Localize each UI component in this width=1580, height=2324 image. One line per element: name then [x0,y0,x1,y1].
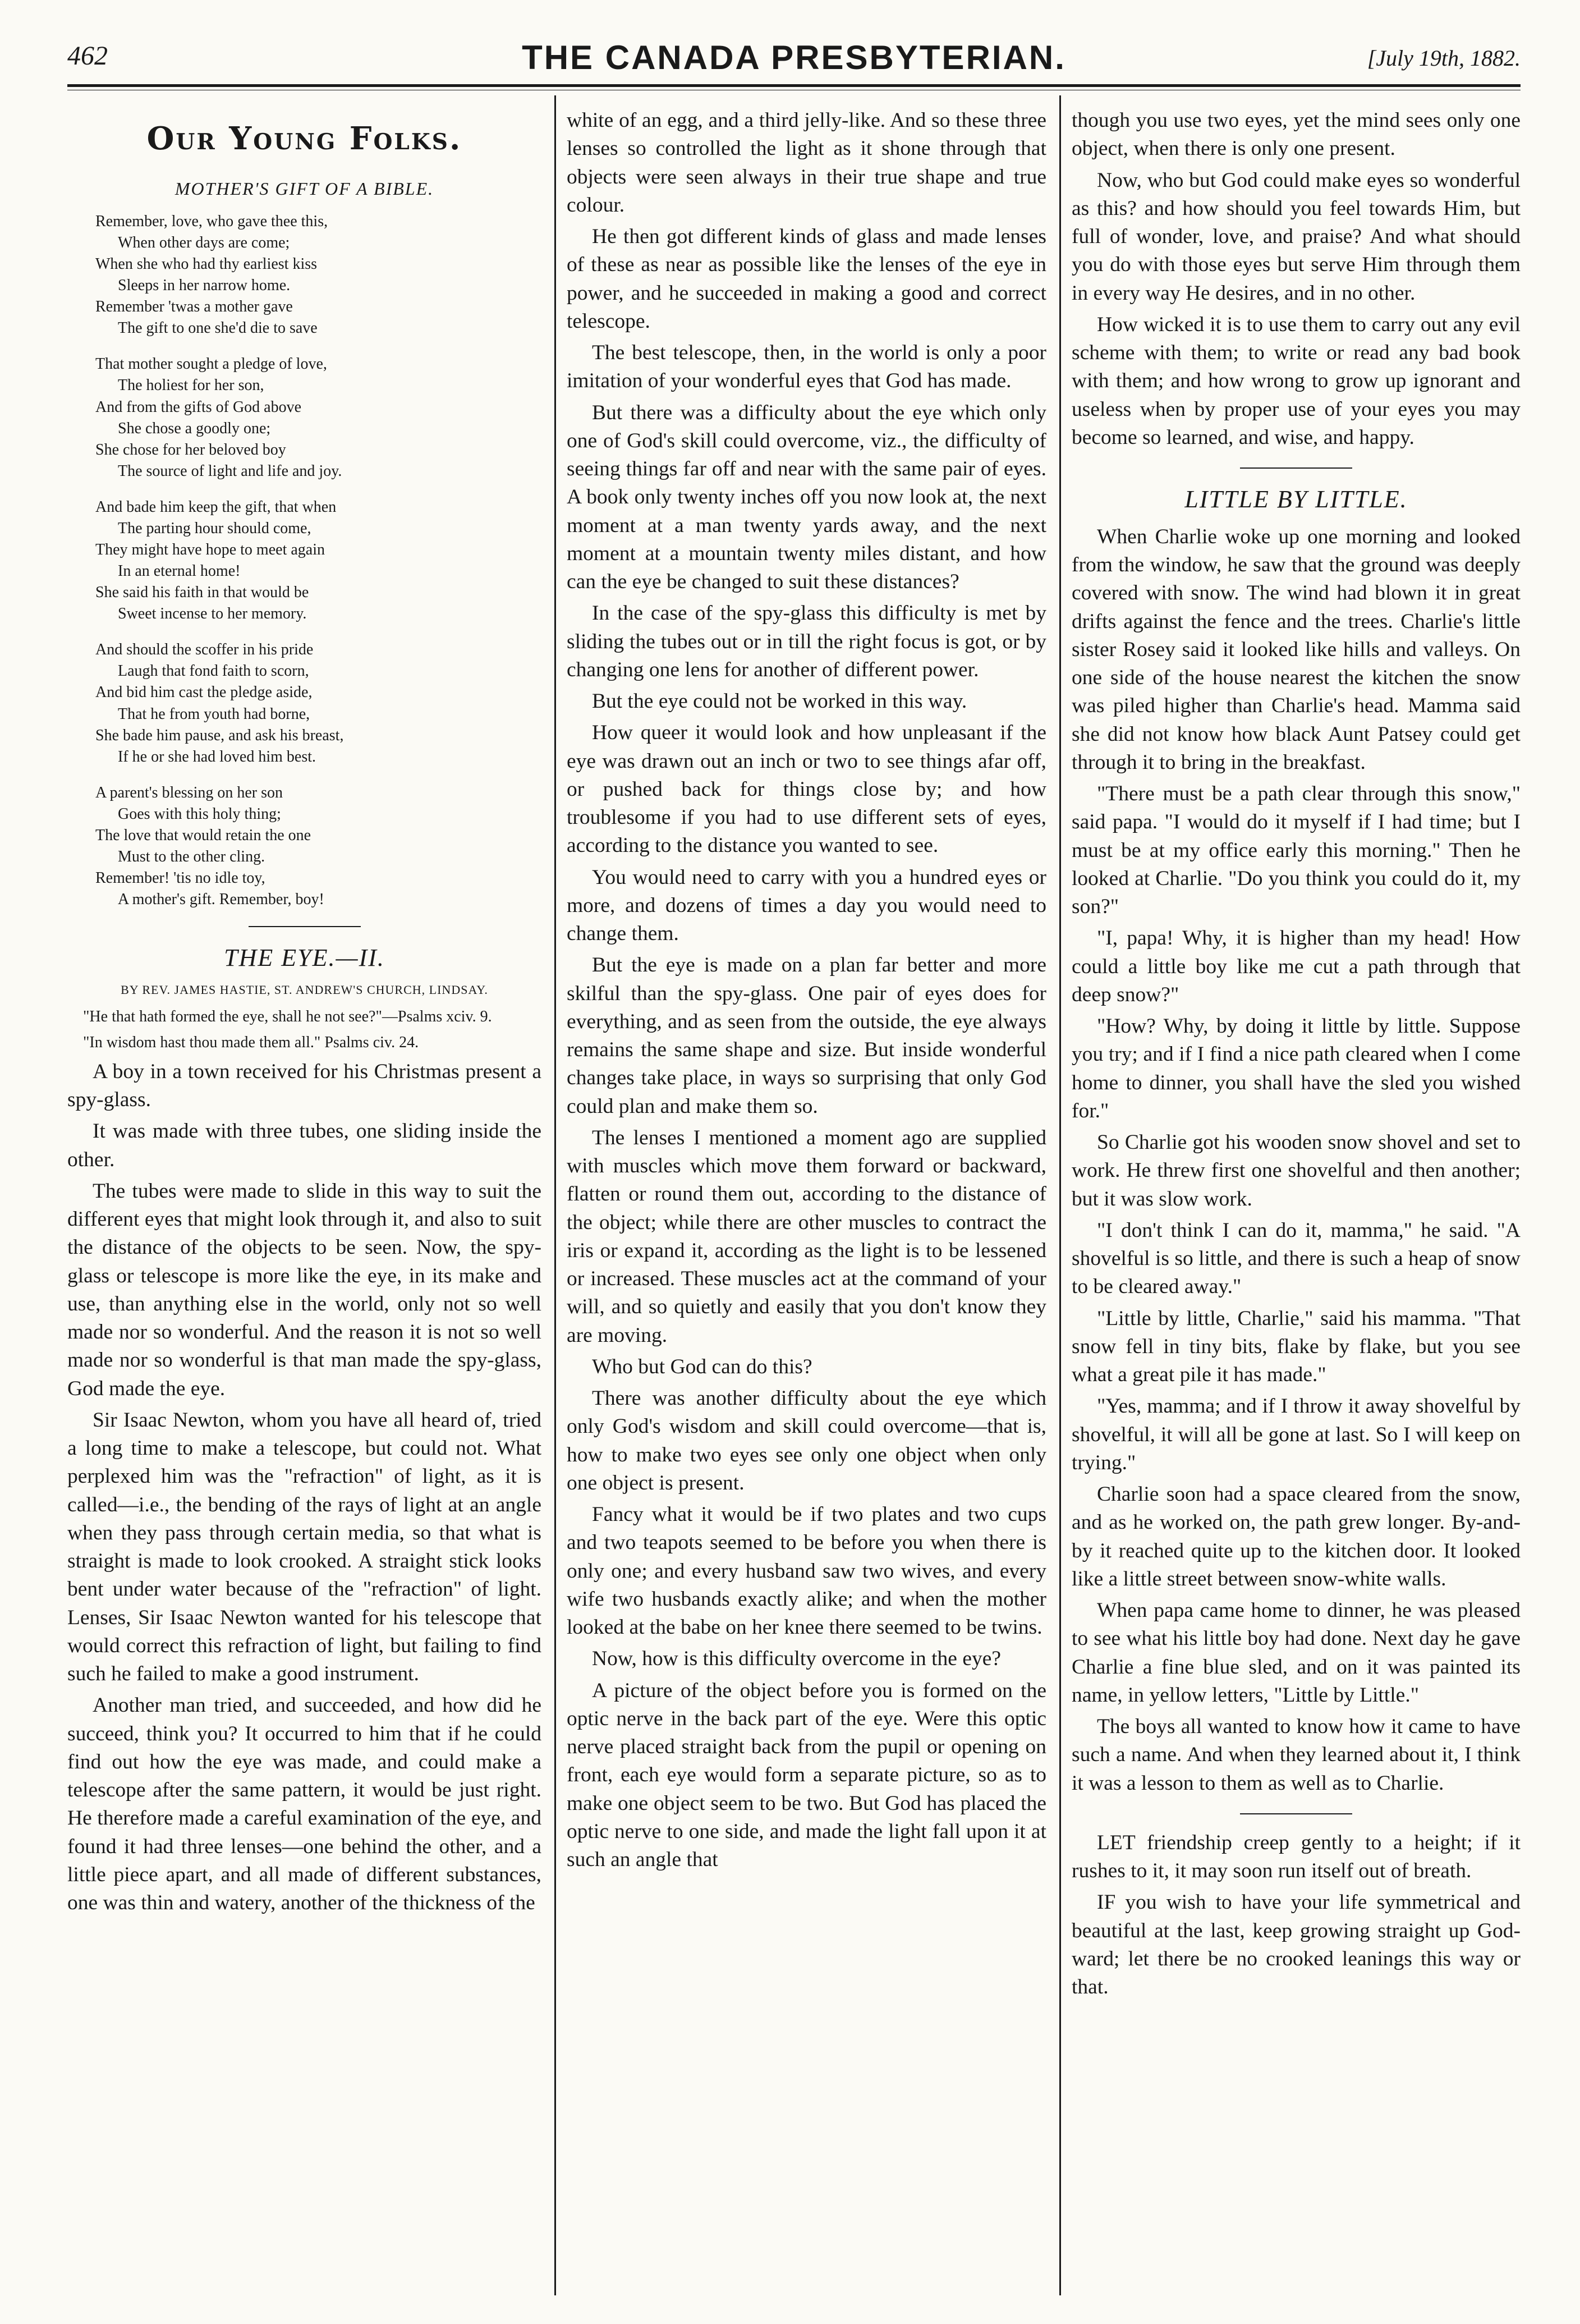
paragraph: But there was a difficulty about the eye which only one of God's skill could overcome, viz., the difficulty of seeing things far off and near with the same pair of eyes. A book only twenty inches off you now look at, the next moment at a man twenty yards away, and the next moment at a mountain twenty miles distant, and how can the eye be changed to suit these distances? [567,401,1046,593]
paragraph: "Little by little, Charlie," said his mamma. "That snow fell in tiny bits, flake by flake, but you see what a great pile it has made." [1072,1307,1521,1387]
poem-line: They might have hope to meet again [95,541,325,558]
paragraph: "How? Why, by doing it little by little. Suppose you try; and if I find a nice path cleared when I come home to dinner, you shall have the sled you wished for." [1072,1015,1521,1122]
poem-line: And bade him keep the gift, that when [95,498,337,516]
paragraph: But the eye is made on a plan far better and more skilful than the spy-glass. One pair of eyes does for everything, and as seen from the outside, the eye always remains the same shape and size. But inside wonderful changes take place, in ways so surprising that only God could plan and make them so. [567,954,1046,1118]
poem-stanza [95,354,541,482]
epigraph: "In wisdom hast thou made them all." Psalms civ. 24. [83,1033,419,1051]
poem-line: When she who had thy earliest kiss [95,255,318,273]
poem-body [95,211,541,910]
poem-line: Sleeps in her narrow home. [118,277,291,295]
paragraph: Fancy what it would be if two plates and two cups and two teapots seemed to be before you when there is only one; and every husband saw two wives, and every wife two husbands exactly alike; and when the mother looked at the babe on her knee there seemed to be twins. [567,1503,1046,1639]
poem-stanza [95,497,541,625]
paragraph: How wicked it is to use them to carry out any evil scheme with them; to write or read any bad book with them; and how wrong to grow up ignorant and useless when by proper use of your eyes you may become so learned, and wise, and happy. [1072,313,1521,449]
paragraph: LET friendship creep gently to a height; if it rushes to it, it may soon run itself out of breath. [1072,1831,1521,1883]
paragraph: Now, how is this difficulty overcome in the eye? [592,1647,1001,1671]
poem-line: In an eternal home! [118,562,241,580]
section-rule [1240,1813,1352,1814]
article-body-col2 [567,107,1046,1874]
poem-line: Laugh that fond faith to scorn, [118,662,309,680]
poem-line: Remember, love, who gave thee this, [95,212,328,230]
article-body-col3 [1072,107,1521,452]
poem-line: She chose for her beloved boy [95,441,286,459]
issue-date: [July 19th, 1882. [1367,45,1521,71]
poem-line: She said his faith in that would be [95,584,309,602]
section-rule [1240,467,1352,469]
paragraph: Now, who but God could make eyes so wonderful as this? and how should you feel towards Him, but full of wonder, love, and praise? And what should you do with those eyes but serve Him through them in every way He desires, and in no other. [1072,168,1521,305]
publication-title: THE CANADA PRESBYTERIAN. [522,39,1066,76]
paragraph: though you use two eyes, yet the mind sees only one object, when there is only one present. [1072,109,1521,161]
paragraph: He then got different kinds of glass and made lenses of these as near as possible like the lenses of the eye in power, and he succeeded in making a good and correct telescope. [567,225,1046,333]
poem-line: And from the gifts of God above [95,398,302,416]
paragraph: "Yes, mamma; and if I throw it away shovelful by shovelful, it will all be gone at last. So I will keep on trying." [1072,1395,1521,1474]
epigraph: "He that hath formed the eye, shall he not see?"—Psalms xciv. 9. [83,1007,492,1025]
paragraph: But the eye could not be worked in this way. [592,690,967,713]
page-header [67,28,1521,84]
column-1 [67,107,541,2295]
paragraph: Sir Isaac Newton, whom you have all heard of, tried a long time to make a telescope, but could not. What perplexed him was the "refraction" of light, as it is called—i.e., the bending of the rays of light at an angle when they pass through certain media, so that what is straight is made to look crooked. A straight stick looks bent under water because of the "refraction" of light. Lenses, Sir Isaac Newton wanted for his telescope that would correct this refraction of light, but failing to find such he failed to make a good instrument. [67,1408,541,1686]
paragraph: A boy in a town received for his Christmas present a spy-glass. [67,1060,541,1112]
poem-line: And should the scoffer in his pride [95,641,314,659]
poem-line: She bade him pause, and ask his breast, [95,726,344,744]
paragraph: Who but God can do this? [592,1355,812,1378]
column-divider-2 [1059,95,1061,2295]
poem-line: The gift to one she'd die to save [118,319,318,337]
paragraph: "I, papa! Why, it is higher than my head! How could a little boy like me cut a path through that deep snow?" [1072,927,1521,1006]
paragraph: Charlie soon had a space cleared from the snow, and as he worked on, the path grew longer. By-and-by it reached quite up to the kitchen door. It looked like a little street between snow-white walls. [1072,1483,1521,1590]
article-byline: BY REV. JAMES HASTIE, ST. ANDREW'S CHURCH, LINDSAY. [121,983,488,997]
filler-paragraphs [1072,1829,1521,2002]
paragraph: IF you wish to have your life symmetrical and beautiful at the last, keep growing straight up God-ward; let there be no crooked leanings this way or that. [1072,1891,1521,1999]
department-heading: Our Young Folks. [146,120,462,157]
article-title: LITTLE BY LITTLE. [1184,485,1408,513]
poem-line: The source of light and life and joy. [118,462,342,480]
article-body-col1 [67,1058,541,1918]
paragraph: In the case of the spy-glass this difficulty is met by sliding the tubes out or in till the right focus is got, or by changing one lens for another of different power. [567,602,1046,681]
poem-line: Remember! 'tis no idle toy, [95,869,265,887]
paragraph: How queer it would look and how unpleasant if the eye was drawn out an inch or two to see things afar off, or pushed back for things close by; and how troublesome if you had to use different sets of eyes, according to the distance you wanted to see. [567,721,1046,858]
poem-title: MOTHER'S GIFT OF A BIBLE. [174,178,434,199]
article-title: THE EYE.—II. [224,944,385,972]
poem-line: Must to the other cling. [118,848,265,866]
poem-line: Sweet incense to her memory. [118,605,307,623]
poem-line: If he or she had loved him best. [118,748,316,766]
poem-line: When other days are come; [118,233,290,251]
paragraph: So Charlie got his wooden snow shovel and set to work. He threw first one shovelful and then another; but it was slow work. [1072,1131,1521,1211]
paragraph: You would need to carry with you a hundred eyes or more, and dozens of times a day you would need to change them. [567,865,1046,945]
column-2 [567,107,1046,2295]
page-number: 462 [67,41,108,71]
poem-line: A mother's gift. Remember, boy! [118,891,324,909]
poem-stanza [95,782,541,910]
column-3 [1072,107,1521,2295]
paragraph: white of an egg, and a third jelly-like. And so these three lenses so controlled the light as it shone through that objects were seen always in their true shape and true colour. [567,109,1046,217]
poem-line: The love that would retain the one [95,826,311,844]
poem-line: That he from youth had borne, [118,705,310,723]
paragraph: "I don't think I can do it, mamma," he said. "A shovelful is so little, and there is such a heap of snow to be cleared away." [1072,1218,1521,1299]
poem-line: That mother sought a pledge of love, [95,355,327,373]
poem-line: The holiest for her son, [118,377,264,395]
poem-stanza [95,639,541,767]
paragraph: "There must be a path clear through this snow," said papa. "I would do it myself if I had time; but I must be at my office early this morning." Then he looked at Charlie. "Do you think you could do it, my son?" [1072,782,1521,919]
paragraph: When papa came home to dinner, he was pleased to see what his little boy had done. Next day he gave Charlie a fine blue sled, and on it was painted its name, in yellow letters, "Little by Little." [1072,1599,1521,1707]
poem-line: Goes with this holy thing; [118,805,281,823]
paragraph: The lenses I mentioned a moment ago are supplied with muscles which move them forward or backward, flatten or round them out, according to the distance of the object; while there are other muscles to contract the iris or expand it, according as the light is to be lessened or increased. These muscles act at the command of your will, and so quietly and easily that you don't know they are moving. [567,1126,1046,1347]
poem-line: The parting hour should come, [118,519,311,537]
paragraph: Another man tried, and succeeded, and how did he succeed, think you? It occurred to him that if he could find out how the eye was made, and could make a telescope after the same pattern, it would be just right. He therefore made a careful examination of the eye, and found it had three lenses—one behind the other, and a little piece apart, and all made of different substances, one was thin and watery, another of the thickness of the [67,1694,541,1915]
poem-line: And bid him cast the pledge aside, [95,684,313,702]
column-divider-1 [554,95,556,2295]
paragraph: The best telescope, then, in the world is only a poor imitation of your wonderful eyes that God has made. [567,341,1046,393]
header-rule [67,84,1521,87]
poem-line: She chose a goodly one; [118,419,271,437]
paragraph: When Charlie woke up one morning and looked from the window, he saw that the ground was deeply covered with snow. The wind had blown it in great drifts against the fence and the trees. Charlie's little sister Rosey said it looked like hills and valleys. On one side of the house nearest the kitchen the snow was piled higher than Charlie's head. Mamma said she did not know how black Aunt Patsey could get through it to bring in the breakfast. [1072,525,1521,774]
section-rule [249,926,361,927]
article-body-little-by-little [1072,523,1521,1798]
poem-line: Remember 'twas a mother gave [95,298,293,316]
poem-stanza [95,211,541,339]
paragraph: It was made with three tubes, one sliding inside the other. [67,1120,541,1171]
paragraph: The tubes were made to slide in this way to suit the different eyes that might look through it, and also to suit the distance of the objects to be seen. Now, the spy-glass or telescope is more like the eye, in its make and use, than anything else in the world, only not so well made nor so wonderful. And the reason it is not so well made nor so wonderful is that man made the spy-glass, God made the eye. [67,1179,541,1400]
paragraph: A picture of the object before you is formed on the optic nerve in the back part of the eye. Were this optic nerve placed straight back from the pupil or opening on front, each eye would form a separate picture, so as to make one object seem to be two. But God has placed the optic nerve to one side, and made the light fall upon it at such an angle that [567,1679,1046,1871]
poem-line: A parent's blessing on her son [95,783,283,801]
paragraph: The boys all wanted to know how it came to have such a name. And when they learned about it, I think it was a lesson to them as well as to Charlie. [1072,1715,1521,1795]
paragraph: There was another difficulty about the eye which only God's wisdom and skill could overcome—that is, how to make two eyes see only one object when only one object is present. [567,1387,1046,1495]
